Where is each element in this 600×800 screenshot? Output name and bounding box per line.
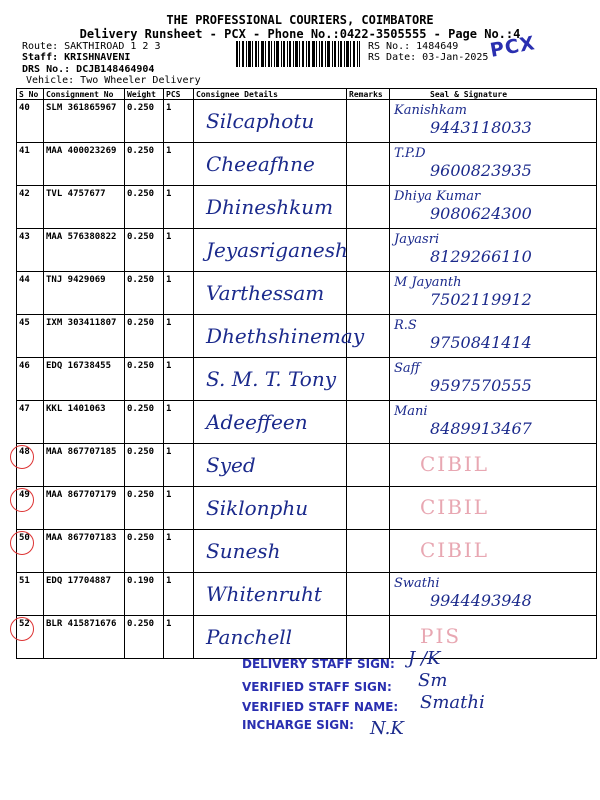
sno-wrap (19, 318, 30, 328)
cell-signature (390, 229, 597, 272)
cell-consignment-no: IXM 303411807 (44, 315, 125, 358)
cell-consignee (194, 229, 347, 272)
cell-remarks (347, 444, 390, 487)
signature-block (390, 575, 596, 614)
sno-wrap (19, 275, 30, 285)
cell-consignee (194, 487, 347, 530)
table-row (17, 186, 597, 229)
red-circle-mark (10, 445, 34, 469)
sno-value: 50 (19, 533, 30, 543)
cell-pcs: 1 (164, 186, 194, 229)
consignee-handwriting: Adeeffeen (206, 410, 308, 434)
consignee-handwriting: Varthessam (206, 281, 325, 305)
phone-handwriting: 9443118033 (430, 117, 532, 137)
runsheet-table (16, 88, 597, 659)
cell-weight: 0.250 (125, 487, 164, 530)
consignee-handwriting: Silcaphotu (206, 109, 315, 133)
cell-consignee (194, 315, 365, 358)
cibil-stamp: CIBIL (420, 451, 490, 476)
verified-staff-name: Smathi (420, 692, 485, 713)
sno-wrap (19, 146, 30, 156)
cell-signature (390, 358, 597, 401)
phone-handwriting: 9750841414 (430, 332, 532, 352)
table-row (17, 143, 597, 186)
cell-consignee (194, 358, 347, 401)
cell-consignment-no: MAA 867707179 (44, 487, 125, 530)
sno-wrap (19, 189, 30, 199)
cell-consignment-no: SLM 361865967 (44, 100, 125, 143)
cell-consignee (194, 100, 347, 143)
cell-signature (390, 272, 597, 315)
signature-block (390, 274, 596, 313)
phone-handwriting: 9600823935 (430, 160, 532, 180)
cell-consignee (194, 530, 347, 573)
col-header-signature: Seal & Signature (390, 89, 597, 100)
cell-remarks (347, 186, 390, 229)
cell-weight: 0.250 (125, 444, 164, 487)
pcx-stamp: PCX (488, 32, 538, 62)
cell-remarks (347, 616, 390, 659)
cell-sno (17, 100, 44, 143)
cell-sno (17, 143, 44, 186)
incharge-sign-label: INCHARGE SIGN: (242, 718, 354, 732)
cell-consignment-no: MAA 867707185 (44, 444, 125, 487)
verified-staff-signature: Sm (418, 670, 448, 691)
phone-handwriting: 9080624300 (430, 203, 532, 223)
cell-weight: 0.250 (125, 616, 164, 659)
sno-value: 51 (19, 576, 30, 586)
cell-signature (390, 487, 597, 530)
table-row (17, 315, 597, 358)
sno-value: 47 (19, 404, 30, 414)
sno-wrap (19, 447, 30, 457)
cell-pcs: 1 (164, 358, 194, 401)
sno-wrap (19, 232, 30, 242)
cell-sno (17, 530, 44, 573)
cell-sno (17, 487, 44, 530)
cell-consignee (194, 143, 347, 186)
sno-wrap (19, 103, 30, 113)
cell-consignment-no: EDQ 16738455 (44, 358, 125, 401)
cell-pcs: 1 (164, 229, 194, 272)
cell-pcs: 1 (164, 100, 194, 143)
signature-block (390, 102, 596, 141)
barcode (236, 41, 360, 67)
signature-block (390, 145, 596, 184)
staff-label: Staff: KRISHNAVENI (22, 52, 131, 63)
sno-wrap (19, 404, 30, 414)
sno-value: 49 (19, 490, 30, 500)
cell-consignee (194, 616, 347, 659)
cell-remarks (347, 100, 390, 143)
table-row (17, 358, 597, 401)
sno-wrap (19, 576, 30, 586)
red-circle-mark (10, 617, 34, 641)
sno-wrap (19, 533, 30, 543)
cell-pcs: 1 (164, 401, 194, 444)
cell-consignment-no: EDQ 17704887 (44, 573, 125, 616)
incharge-signature: N.K (370, 718, 404, 739)
signature-handwriting: Dhiya Kumar (394, 188, 481, 204)
cell-sno (17, 444, 44, 487)
cell-weight: 0.250 (125, 401, 164, 444)
cell-consignee (194, 444, 347, 487)
cell-sno (17, 616, 44, 659)
cell-consignment-no: BLR 415871676 (44, 616, 125, 659)
signature-handwriting: Kanishkam (394, 102, 467, 118)
sno-value: 52 (19, 619, 30, 629)
sno-wrap (19, 490, 30, 500)
cell-remarks (347, 487, 390, 530)
signature-handwriting: M Jayanth (394, 274, 462, 290)
runsheet-subtitle: Delivery Runsheet - PCX - Phone No.:0422-3505555 - Page No.:4 (79, 27, 521, 41)
sno-value: 44 (19, 275, 30, 285)
cell-remarks (347, 573, 390, 616)
red-circle-mark (10, 531, 34, 555)
consignee-handwriting: Dhethshinemay (206, 324, 365, 348)
signature-handwriting: Mani (394, 403, 428, 419)
table-row (17, 229, 597, 272)
rs-date: RS Date: 03-Jan-2025 (368, 52, 489, 63)
cell-consignee (194, 401, 347, 444)
cell-consignee (194, 186, 347, 229)
cell-weight: 0.190 (125, 573, 164, 616)
table-row (17, 401, 597, 444)
cell-signature (390, 444, 597, 487)
signature-block (390, 317, 596, 356)
col-header-pcs: PCS (164, 89, 194, 100)
cell-consignment-no: MAA 400023269 (44, 143, 125, 186)
sno-value: 40 (19, 103, 30, 113)
cell-pcs: 1 (164, 143, 194, 186)
cibil-stamp: CIBIL (420, 494, 490, 519)
signature-block (390, 532, 596, 571)
cell-consignment-no: MAA 576380822 (44, 229, 125, 272)
sno-value: 48 (19, 447, 30, 457)
cell-consignment-no: TVL 4757677 (44, 186, 125, 229)
phone-handwriting: 8129266110 (430, 246, 532, 266)
signature-handwriting: Jayasri (394, 231, 440, 247)
cell-remarks (347, 358, 390, 401)
sno-value: 42 (19, 189, 30, 199)
sno-wrap (19, 361, 30, 371)
cell-signature (390, 143, 597, 186)
cell-signature (390, 530, 597, 573)
cell-pcs: 1 (164, 487, 194, 530)
delivery-staff-sign-label: DELIVERY STAFF SIGN: (242, 657, 395, 671)
signature-handwriting: Saff (394, 360, 420, 376)
consignee-handwriting: Cheeafhne (206, 152, 315, 176)
table-row (17, 272, 597, 315)
cell-signature (390, 186, 597, 229)
vehicle-label: Vehicle: Two Wheeler Delivery (26, 75, 201, 86)
signature-block (390, 446, 596, 485)
sno-value: 46 (19, 361, 30, 371)
cell-weight: 0.250 (125, 272, 164, 315)
sno-value: 45 (19, 318, 30, 328)
company-title: THE PROFESSIONAL COURIERS, COIMBATORE (166, 13, 434, 27)
signature-block (390, 360, 596, 399)
consignee-handwriting: Sunesh (206, 539, 281, 563)
col-header-consignment: Consignment No (44, 89, 125, 100)
consignee-handwriting: Whitenruht (206, 582, 322, 606)
cell-sno (17, 573, 44, 616)
consignee-handwriting: Dhineshkum (206, 195, 334, 219)
sno-value: 41 (19, 146, 30, 156)
cell-sno (17, 358, 44, 401)
cell-weight: 0.250 (125, 358, 164, 401)
cell-consignment-no: MAA 867707183 (44, 530, 125, 573)
col-header-remarks: Remarks (347, 89, 390, 100)
cell-signature (390, 315, 597, 358)
rs-number: RS No.: 1484649 (368, 41, 459, 52)
cell-weight: 0.250 (125, 186, 164, 229)
col-header-sno: S No (17, 89, 44, 100)
cell-sno (17, 315, 44, 358)
cell-remarks (347, 401, 390, 444)
cell-weight: 0.250 (125, 143, 164, 186)
col-header-consignee: Consignee Details (194, 89, 347, 100)
cell-weight: 0.250 (125, 229, 164, 272)
cell-pcs: 1 (164, 272, 194, 315)
cell-signature (390, 401, 597, 444)
consignee-handwriting: Panchell (206, 625, 293, 649)
cell-pcs: 1 (164, 315, 194, 358)
signature-block (390, 231, 596, 270)
signature-block (390, 403, 596, 442)
phone-handwriting: 7502119912 (430, 289, 532, 309)
sno-value: 43 (19, 232, 30, 242)
table-row (17, 487, 597, 530)
cell-pcs: 1 (164, 530, 194, 573)
signature-block (390, 489, 596, 528)
cell-signature (390, 100, 597, 143)
signature-handwriting: Swathi (394, 575, 440, 591)
cell-consignment-no: KKL 1401063 (44, 401, 125, 444)
cell-pcs: 1 (164, 444, 194, 487)
cell-signature (390, 573, 597, 616)
red-circle-mark (10, 488, 34, 512)
consignee-handwriting: Jeyasriganesh (206, 238, 348, 262)
signature-block (390, 188, 596, 227)
drs-number: DRS No.: DCJB148464904 (22, 64, 155, 75)
sno-wrap (19, 619, 30, 629)
table-row (17, 100, 597, 143)
col-header-weight: Weight (125, 89, 164, 100)
cell-sno (17, 186, 44, 229)
route-label: Route: SAKTHIROAD 1 2 3 (22, 41, 161, 52)
cell-sno (17, 272, 44, 315)
consignee-handwriting: Syed (206, 453, 256, 477)
cell-remarks (347, 272, 390, 315)
delivery-staff-signature: J /K (408, 648, 441, 669)
cibil-stamp: CIBIL (420, 537, 490, 562)
signature-handwriting: R.S (394, 317, 417, 333)
cell-remarks (347, 530, 390, 573)
cell-consignee (194, 272, 347, 315)
table-row (17, 444, 597, 487)
table-row (17, 573, 597, 616)
verified-staff-sign-label: VERIFIED STAFF SIGN: (242, 680, 392, 694)
cell-remarks (347, 143, 390, 186)
phone-handwriting: 9597570555 (430, 375, 532, 395)
cell-weight: 0.250 (125, 315, 164, 358)
table-row (17, 616, 597, 659)
signature-handwriting: T.P.D (394, 145, 426, 161)
cell-consignment-no: TNJ 9429069 (44, 272, 125, 315)
table-header-row (17, 89, 597, 100)
cell-weight: 0.250 (125, 530, 164, 573)
consignee-handwriting: Siklonphu (206, 496, 309, 520)
cell-consignee (194, 573, 347, 616)
cell-sno (17, 229, 44, 272)
table-row (17, 530, 597, 573)
cell-pcs: 1 (164, 616, 194, 659)
consignee-handwriting: S. M. T. Tony (206, 367, 337, 391)
cell-weight: 0.250 (125, 100, 164, 143)
phone-handwriting: 8489913467 (430, 418, 532, 438)
cell-sno (17, 401, 44, 444)
cibil-stamp: PIS (420, 623, 462, 648)
cell-remarks (347, 229, 390, 272)
verified-staff-name-label: VERIFIED STAFF NAME: (242, 700, 399, 714)
phone-handwriting: 9944493948 (430, 590, 532, 610)
cell-pcs: 1 (164, 573, 194, 616)
